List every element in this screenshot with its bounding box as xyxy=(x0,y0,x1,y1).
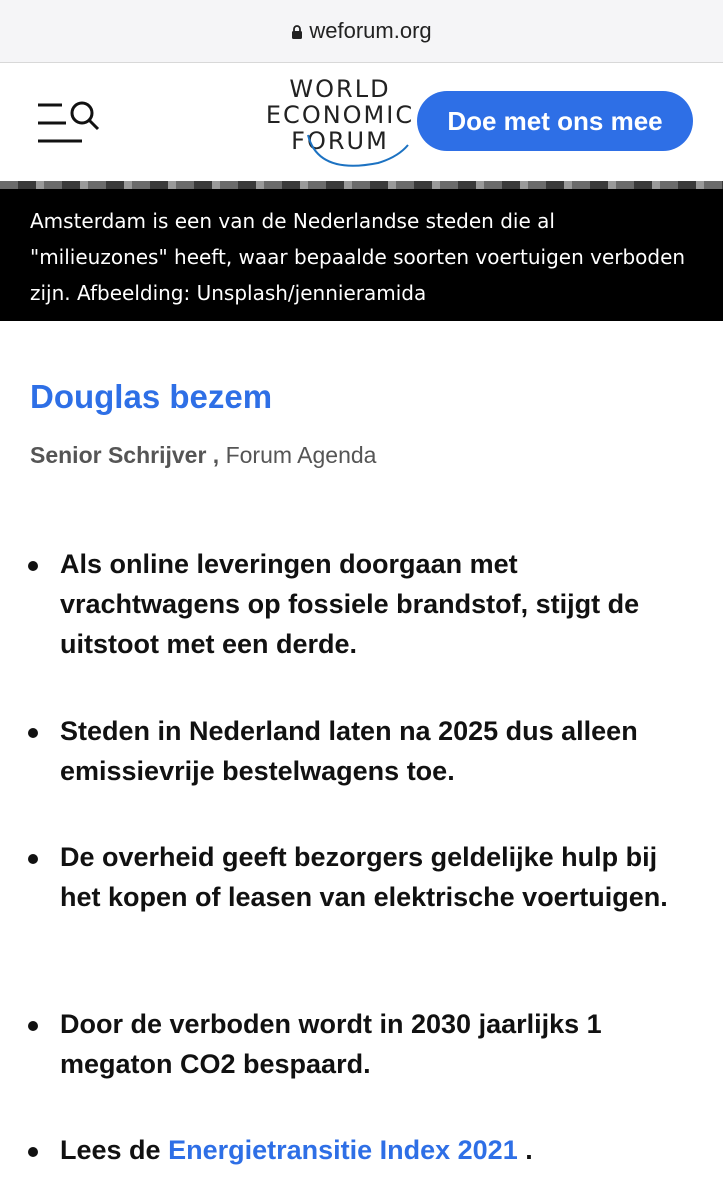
author-outlet: Forum Agenda xyxy=(225,442,377,468)
wef-logo[interactable] xyxy=(258,75,422,171)
author-meta xyxy=(30,442,376,469)
bullet-suffix: . xyxy=(517,1135,533,1165)
bullet-prefix: Lees de xyxy=(60,1135,169,1165)
join-us-button[interactable]: Doe met ons mee xyxy=(417,91,693,151)
site-header xyxy=(0,63,723,181)
logo-arc-icon xyxy=(258,75,422,171)
logo-line-3: FORUM xyxy=(291,127,389,155)
bullet-icon xyxy=(28,1147,38,1157)
bullet-text: Door de verboden wordt in 2030 jaarlijks 1 megaton CO2 bespaard. xyxy=(60,1009,602,1079)
bullet-text: Als online leveringen doorgaan met vrachtwagens op fossiele brandstof, stijgt de uitstoot met een derde. xyxy=(60,549,640,659)
url-text: weforum.org xyxy=(309,18,432,43)
author-name-link[interactable]: Douglas bezem xyxy=(30,378,273,415)
bullet-text: Steden in Nederland laten na 2025 dus alleen emissievrije bestelwagens toe. xyxy=(60,716,638,786)
logo-line-1: WORLD xyxy=(289,75,391,103)
bullet-text xyxy=(60,1130,700,1170)
lock-icon xyxy=(291,24,303,40)
article-image xyxy=(0,181,723,189)
bullet-icon xyxy=(28,561,38,571)
menu-search-icon[interactable] xyxy=(36,99,100,147)
energy-transition-index-link[interactable]: Energietransitie Index 2021 xyxy=(168,1135,518,1165)
bullet-icon xyxy=(28,854,38,864)
address-bar[interactable] xyxy=(0,0,723,63)
logo-line-2: ECONOMIC xyxy=(265,101,415,129)
author-role: Senior Schrijver , xyxy=(30,442,220,468)
image-caption: Amsterdam is een van de Nederlandse steden die al "milieuzones" heeft, waar bepaalde soorten voertuigen verboden zijn. Afbeelding: Unsplash/jennieramida xyxy=(0,189,723,321)
bullet-icon xyxy=(28,728,38,738)
bullet-icon xyxy=(28,1021,38,1031)
bullet-text: De overheid geeft bezorgers geldelijke hulp bij het kopen of leasen van elektrische voertuigen. xyxy=(60,842,668,912)
